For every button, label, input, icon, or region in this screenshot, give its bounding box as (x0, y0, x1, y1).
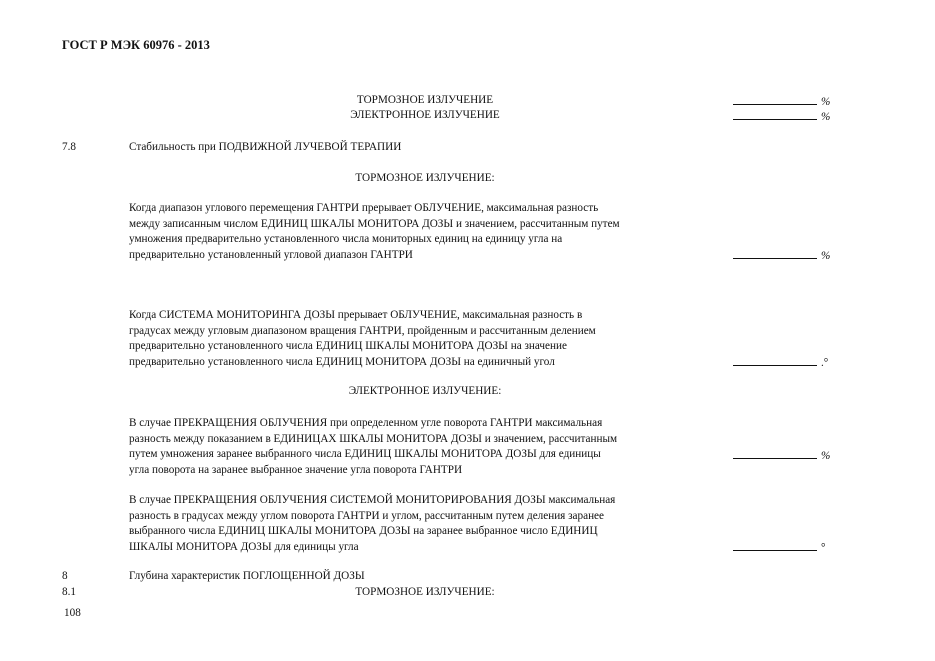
fill-in-line (733, 448, 817, 459)
fill-in-line (733, 540, 817, 551)
paragraph-line: предварительно установленного числа ЕДИНИЦ ШКАЛЫ МОНИТОРА ДОЗЫ на значение (129, 340, 567, 353)
fill-in-line (733, 94, 817, 105)
paragraph-line: В случае ПРЕКРАЩЕНИЯ ОБЛУЧЕНИЯ СИСТЕМОЙ МОНИТОРИРОВАНИЯ ДОЗЫ максимальная (129, 494, 616, 506)
section-8-number: 8 (62, 570, 68, 582)
paragraph-line: предварительно установленного числа ЕДИНИЦ МОНИТОРА ДОЗЫ на единичный угол (129, 355, 555, 368)
paragraph-4 (129, 493, 729, 555)
section-8-title: Глубина характеристик ПОГЛОЩЕННОЙ ДОЗЫ (129, 570, 365, 582)
paragraph-4-blank (733, 540, 825, 554)
paragraph-line: Когда СИСТЕМА МОНИТОРИНГА ДОЗЫ прерывает ОБЛУЧЕНИЕ, максимальная разность в (129, 309, 583, 321)
unit-label: ° (821, 542, 826, 554)
brems-row-label: ТОРМОЗНОЕ ИЗЛУЧЕНИЕ (356, 94, 494, 106)
paragraph-3-blank (733, 448, 830, 462)
electron-row-blank (733, 109, 830, 123)
paragraph-line: выбранного числа ЕДИНИЦ ШКАЛЫ МОНИТОРА ДОЗЫ на заранее выбранное число ЕДИНИЦ (129, 525, 598, 538)
section-8-1-number: 8.1 (62, 586, 76, 598)
fill-in-line (733, 109, 817, 120)
paragraph-2-blank (733, 355, 828, 369)
unit-label: % (821, 450, 831, 462)
brems-heading: ТОРМОЗНОЕ ИЗЛУЧЕНИЕ: (355, 172, 495, 184)
fill-in-line (733, 355, 817, 366)
unit-label: % (821, 111, 831, 123)
paragraph-3 (129, 416, 729, 478)
electron-heading: ЭЛЕКТРОННОЕ ИЗЛУЧЕНИЕ: (348, 385, 502, 397)
paragraph-line: угла поворота на заранее выбранное значение угла поворота ГАНТРИ (129, 463, 463, 476)
paragraph-line: умножения предварительно установленного числа мониторных единиц на единицу угла на (129, 233, 563, 246)
section-8-1-heading: ТОРМОЗНОЕ ИЗЛУЧЕНИЕ: (355, 586, 495, 598)
unit-label: % (821, 96, 831, 108)
paragraph-line: градусах между угловым диапазоном вращения ГАНТРИ, пройденным и рассчитанным делением (129, 324, 596, 337)
section-number: 7.8 (62, 141, 76, 153)
page-number: 108 (64, 607, 81, 619)
paragraph-line: разность в градусах между углом поворота ГАНТРИ и углом, рассчитанным путем деления заранее (129, 509, 604, 522)
paragraph-line: путем умножения заранее выбранного числа ЕДИНИЦ ШКАЛЫ МОНИТОРА ДОЗЫ для единицы (129, 448, 601, 461)
paragraph-1 (129, 201, 729, 263)
paragraph-1-blank (733, 248, 830, 262)
brems-row-blank (733, 94, 830, 108)
paragraph-line: В случае ПРЕКРАЩЕНИЯ ОБЛУЧЕНИЯ при определенном угле поворота ГАНТРИ максимальная (129, 417, 603, 429)
paragraph-line: Когда диапазон углового перемещения ГАНТРИ прерывает ОБЛУЧЕНИЕ, максимальная разность (129, 202, 599, 214)
document-code: ГОСТ Р МЭК 60976 - 2013 (62, 38, 210, 52)
electron-row-label: ЭЛЕКТРОННОЕ ИЗЛУЧЕНИЕ (350, 109, 500, 121)
paragraph-line: разность между показанием в ЕДИНИЦАХ ШКАЛЫ МОНИТОРА ДОЗЫ и значением, рассчитанным (129, 432, 618, 445)
paragraph-line: между записанным числом ЕДИНИЦ ШКАЛЫ МОНИТОРА ДОЗЫ и значением, рассчитанным путем (129, 217, 620, 230)
unit-label: % (821, 250, 831, 262)
paragraph-2 (129, 308, 729, 370)
paragraph-line: предварительно установленный угловой диапазон ГАНТРИ (129, 248, 413, 261)
section-title: Стабильность при ПОДВИЖНОЙ ЛУЧЕВОЙ ТЕРАПИИ (129, 141, 402, 153)
paragraph-line: ШКАЛЫ МОНИТОРА ДОЗЫ для единицы угла (129, 540, 359, 553)
unit-label: .° (821, 357, 829, 369)
fill-in-line (733, 248, 817, 259)
